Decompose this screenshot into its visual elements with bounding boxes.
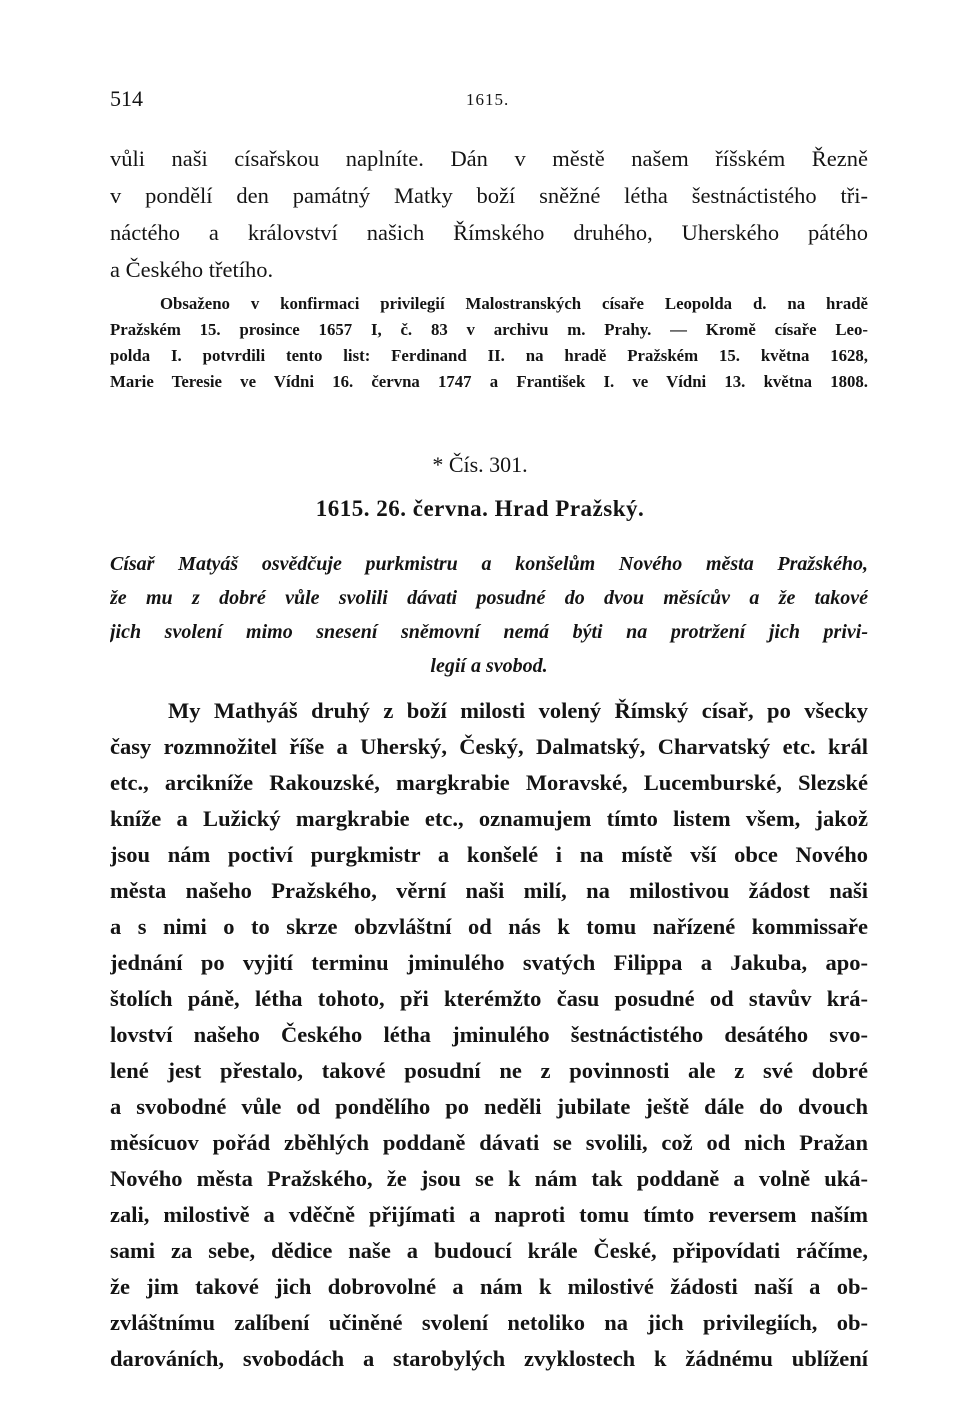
body-line: a s nimi o to skrze obzvláštní od nás k tomu nařízené kommissaře bbox=[110, 914, 868, 939]
regest-line: legií a svobod. bbox=[430, 655, 548, 677]
page-header bbox=[110, 86, 870, 116]
note-line: Pražském 15. prosince 1657 I, č. 83 v archivu m. Prahy. — Kromě císaře Leo- bbox=[110, 320, 868, 339]
body-line: My Mathyáš druhý z boží milosti volený Římský císař, po všecky bbox=[168, 698, 868, 723]
body-line: města našeho Pražského, věrní naši milí, na milostivou žádost naši bbox=[110, 878, 868, 903]
text-line: vůli naši císařskou naplníte. Dán v městě našem říšském Řezně bbox=[110, 146, 868, 171]
note-line: Marie Teresie ve Vídni 16. června 1747 a František I. ve Vídni 13. května 1808. bbox=[110, 372, 868, 391]
body-line: štolích páně, létha tohoto, při kterémžto času posudné od stavův krá- bbox=[110, 986, 868, 1011]
body-line: kníže a Lužický margkrabie etc., oznamujem tímto listem všem, jakož bbox=[110, 806, 868, 831]
note-line: polda I. potvrdili tento list: Ferdinand II. na hradě Pražském 15. května 1628, bbox=[110, 346, 868, 365]
body-line: lené jest přestalo, takové posudní ne z povinnosti ale z své dobré bbox=[110, 1058, 868, 1083]
body-line: měsícuov pořád zběhlých poddaně dávati se svolili, což od nich Pražan bbox=[110, 1130, 868, 1155]
document-body bbox=[110, 693, 868, 1377]
intro-paragraph bbox=[110, 140, 868, 288]
body-line: lovství našeho Českého létha jminulého šestnáctistého desátého svo- bbox=[110, 1022, 868, 1047]
body-line: darováních, svobodách a starobylých zvyklostech k žádnému ublížení bbox=[110, 1346, 868, 1371]
body-line: Nového města Pražského, že jsou se k nám tak poddaně a volně uká- bbox=[110, 1166, 868, 1191]
body-line: sami za sebe, dědice naše a budoucí krále České, připovídati ráčíme, bbox=[110, 1238, 868, 1263]
body-line: jsou nám poctiví purgkmistr a konšelé i na místě vší obce Nového bbox=[110, 842, 868, 867]
document-number: * Čís. 301. bbox=[432, 452, 528, 477]
document-title: 1615. 26. června. Hrad Pražský. bbox=[315, 496, 645, 521]
text-line: a Českého třetího. bbox=[110, 257, 274, 282]
body-line: jednání po vyjití terminu jminulého svatých Filippa a Jakuba, apo- bbox=[110, 950, 868, 975]
text-line: náctého a království našich Římského druhého, Uherského pátého bbox=[110, 220, 868, 245]
text-line: v pondělí den památný Matky boží sněžné létha šestnáctistého tři- bbox=[110, 183, 868, 208]
note-line: Obsaženo v konfirmaci privilegií Malostranských císaře Leopolda d. na hradě bbox=[160, 294, 868, 313]
body-line: zvláštnímu zalíbení učiněné svolení netoliko na jich privilegiích, ob- bbox=[110, 1310, 868, 1335]
document-regest bbox=[110, 547, 868, 683]
source-note bbox=[110, 291, 868, 395]
regest-line: Císař Matyáš osvědčuje purkmistru a konšelům Nového města Pražského, bbox=[110, 553, 868, 575]
regest-line: jich svolení mimo snesení sněmovní nemá býti na protržení jich privi- bbox=[110, 621, 868, 643]
body-line: etc., arcikníže Rakouzské, margkrabie Moravské, Lucemburské, Slezské bbox=[110, 770, 868, 795]
body-line: časy rozmnožitel říše a Uherský, Český, Dalmatský, Charvatský etc. král bbox=[110, 734, 868, 759]
body-line: a svobodné vůle od pondělího po neděli jubilate ještě dále do dvouch bbox=[110, 1094, 868, 1119]
body-line: že jim takové jich dobrovolné a nám k milostivé žádosti naší a ob- bbox=[110, 1274, 868, 1299]
body-line: zali, milostivě a vděčně přijímati a naproti tomu tímto reversem naším bbox=[110, 1202, 868, 1227]
regest-line: že mu z dobré vůle svolili dávati posudné do dvou měsícův a že takové bbox=[110, 587, 868, 609]
running-header-year: 1615. bbox=[466, 90, 510, 109]
page-number: 514 bbox=[110, 86, 143, 111]
